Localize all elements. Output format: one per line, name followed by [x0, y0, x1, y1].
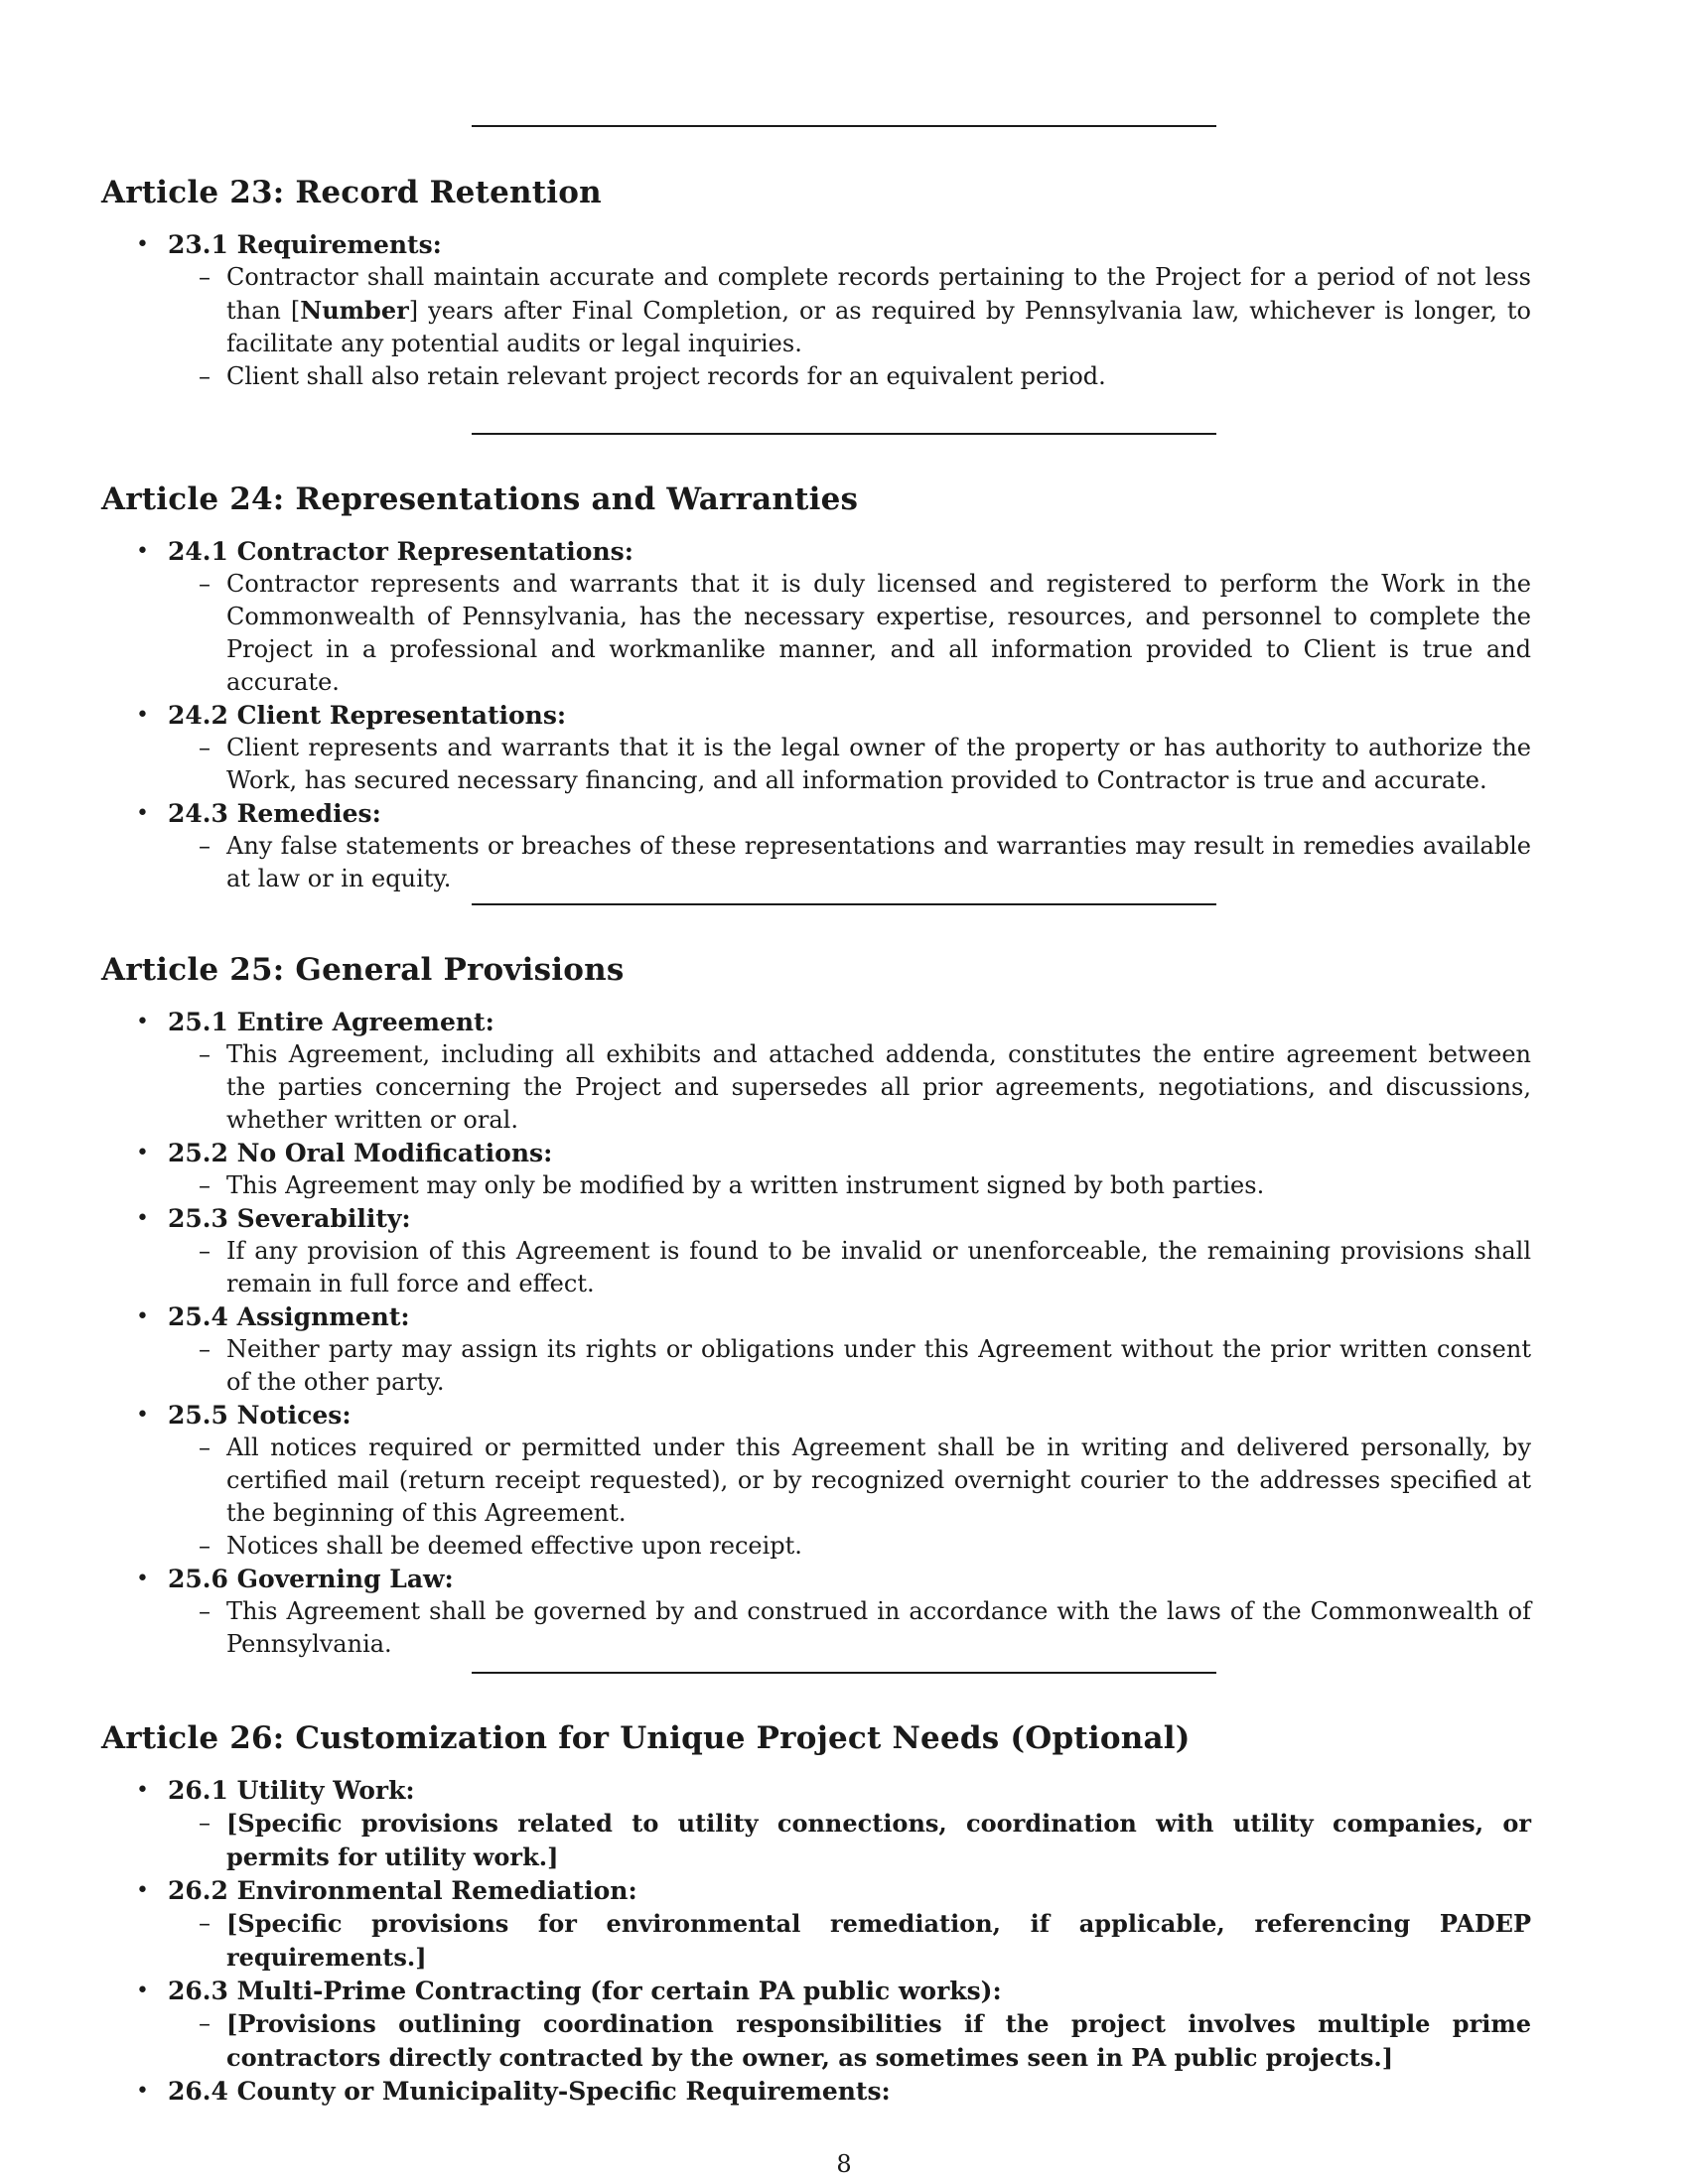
bullet-icon: • [136, 1010, 149, 1034]
clause-text: [Specific provisions for environmental remediation, if applicable, referencing PADEP requirements.] [226, 1909, 1531, 1972]
article-24 [101, 479, 1591, 895]
section-item [101, 1006, 1591, 1137]
clause-item [168, 261, 1531, 360]
dash-icon: – [199, 263, 211, 291]
clause-item [168, 830, 1531, 895]
bullet-icon: • [136, 1141, 149, 1165]
section-title: 25.4 Assignment: [168, 1302, 410, 1331]
article-26 [101, 1718, 1591, 2108]
article-heading: Article 25: General Provisions [101, 952, 625, 988]
clause-list [168, 732, 1591, 797]
dash-icon: – [199, 1809, 211, 1837]
clause-text: Client shall also retain relevant project records for an equivalent period. [226, 362, 1106, 390]
section-list [101, 228, 1591, 393]
clause-list [168, 1807, 1591, 1874]
bullet-icon: • [136, 1878, 149, 1903]
clause-text: Neither party may assign its rights or obligations under this Agreement without the prior written consent of the other party. [226, 1335, 1531, 1396]
dash-icon: – [199, 1171, 211, 1199]
clause-item [168, 1038, 1531, 1137]
clause-text: [Specific provisions related to utility connections, coordination with utility companies, or permits for utility work.] [226, 1809, 1531, 1871]
section-list [101, 1006, 1591, 1661]
clause-list [168, 1038, 1591, 1137]
bullet-icon: • [136, 703, 149, 728]
clause-item [168, 1595, 1531, 1661]
section-title: 24.1 Contractor Representations: [168, 537, 633, 566]
bullet-icon: • [136, 1979, 149, 2003]
dash-icon: – [199, 2009, 211, 2037]
bullet-icon: • [136, 1206, 149, 1231]
section-list [101, 1774, 1591, 2108]
section-title: 25.3 Severability: [168, 1204, 411, 1233]
section-title: 24.3 Remedies: [168, 799, 381, 828]
divider-line [472, 1672, 1216, 1674]
section-title: 25.6 Governing Law: [168, 1565, 454, 1593]
article-heading: Article 26: Customization for Unique Project Needs (Optional) [101, 1720, 1191, 1756]
section-list [101, 535, 1591, 895]
clause-item [168, 568, 1531, 699]
dash-icon: – [199, 1597, 211, 1625]
clause-text: ] years after Final Completion, or as required by Pennsylvania law, whichever is longer, to facilitate any potential audits or legal inquiries. [226, 297, 1531, 357]
clause-text: All notices required or permitted under this Agreement shall be in writing and delivered personally, by certified mail (return receipt requested), or by recognized overnight courier to the addresses specified at the beginning of this Agreement. [226, 1433, 1531, 1527]
section-title: 23.1 Requirements: [168, 230, 442, 259]
clause-list [168, 1432, 1591, 1563]
section-title: 24.2 Client Representations: [168, 701, 567, 730]
section-item [101, 1300, 1591, 1399]
dash-icon: – [199, 1335, 211, 1363]
clause-text: If any provision of this Agreement is found to be invalid or unenforceable, the remaining provisions shall remain in full force and effect. [226, 1237, 1531, 1297]
section-item [101, 699, 1591, 797]
article-heading: Article 23: Record Retention [101, 175, 602, 210]
dash-icon: – [199, 1532, 211, 1560]
clause-text: This Agreement, including all exhibits and attached addenda, constitutes the entire agreement between the parties concerning the Project and supersedes all prior agreements, negotiations, and discussions, whether written or oral. [226, 1040, 1531, 1134]
section-item [101, 228, 1591, 393]
clause-item [168, 1907, 1531, 1975]
section-item [101, 1399, 1591, 1563]
section-item [101, 1874, 1591, 1975]
clause-list [168, 2007, 1591, 2075]
divider-line [472, 433, 1216, 435]
section-item [101, 797, 1591, 895]
page-number: 8 [836, 2150, 852, 2178]
bullet-icon: • [136, 1567, 149, 1591]
dash-icon: – [199, 832, 211, 860]
dash-icon: – [199, 362, 211, 390]
clause-item [168, 360, 1531, 393]
bullet-icon: • [136, 2079, 149, 2104]
section-item [101, 1563, 1591, 1661]
clause-item [168, 1169, 1531, 1202]
clause-text: This Agreement shall be governed by and construed in accordance with the laws of the Commonwealth of Pennsylvania. [226, 1597, 1531, 1658]
section-title: 26.2 Environmental Remediation: [168, 1876, 637, 1905]
dash-icon: – [199, 1040, 211, 1068]
dash-icon: – [199, 734, 211, 761]
placeholder-number: Number [300, 296, 409, 325]
clause-list [168, 1907, 1591, 1975]
section-title: 25.2 No Oral Modifications: [168, 1139, 553, 1167]
clause-item [168, 732, 1531, 797]
divider-line [472, 903, 1216, 905]
clause-item [168, 2007, 1531, 2075]
section-title: 25.5 Notices: [168, 1401, 352, 1430]
bullet-icon: • [136, 801, 149, 826]
clause-text: [Provisions outlining coordination responsibilities if the project involves multiple prime contractors directly contracted by the owner, as sometimes seen in PA public projects.] [226, 2009, 1531, 2072]
bullet-icon: • [136, 1778, 149, 1803]
bullet-icon: • [136, 539, 149, 564]
section-item [101, 1774, 1591, 1874]
section-title: 26.4 County or Municipality-Specific Requirements: [168, 2077, 891, 2106]
section-item [101, 1137, 1591, 1202]
clause-list [168, 1333, 1591, 1399]
clause-text: Contractor represents and warrants that it is duly licensed and registered to perform the Work in the Commonwealth of Pennsylvania, has the necessary expertise, resources, and personnel to complete the Project in a professional and workmanlike manner, and all information provided to Client is true and accurate. [226, 570, 1531, 696]
dash-icon: – [199, 1433, 211, 1461]
section-item [101, 535, 1591, 699]
clause-text: Any false statements or breaches of these representations and warranties may result in remedies available at law or in equity. [226, 832, 1531, 892]
clause-list [168, 261, 1591, 393]
bullet-icon: • [136, 1304, 149, 1329]
dash-icon: – [199, 570, 211, 598]
dash-icon: – [199, 1237, 211, 1265]
divider-line [472, 125, 1216, 127]
section-title: 26.3 Multi-Prime Contracting (for certain PA public works): [168, 1977, 1002, 2005]
article-heading: Article 24: Representations and Warranties [101, 481, 859, 517]
bullet-icon: • [136, 1403, 149, 1428]
clause-list [168, 568, 1591, 699]
section-title: 26.1 Utility Work: [168, 1776, 415, 1805]
bullet-icon: • [136, 232, 149, 257]
clause-text: This Agreement may only be modified by a written instrument signed by both parties. [226, 1171, 1265, 1199]
clause-item [168, 1432, 1531, 1530]
clause-text: Contractor shall maintain accurate and complete records pertaining to the Project for a period of not less than [ [226, 263, 1531, 325]
clause-item [168, 1235, 1531, 1300]
clause-list [168, 1169, 1591, 1202]
clause-text: Notices shall be deemed effective upon receipt. [226, 1532, 802, 1560]
clause-list [168, 830, 1591, 895]
section-item [101, 1975, 1591, 2075]
article-25 [101, 950, 1591, 1661]
clause-item [168, 1530, 1531, 1563]
clause-list [168, 1235, 1591, 1300]
dash-icon: – [199, 1909, 211, 1937]
section-item [101, 2075, 1591, 2108]
clause-text: Client represents and warrants that it is the legal owner of the property or has authority to authorize the Work, has secured necessary financing, and all information provided to Contractor is true and accurate. [226, 734, 1531, 794]
clause-item [168, 1333, 1531, 1399]
article-23 [101, 173, 1591, 393]
clause-item [168, 1807, 1531, 1874]
section-title: 25.1 Entire Agreement: [168, 1008, 494, 1036]
clause-list [168, 1595, 1591, 1661]
section-item [101, 1202, 1591, 1300]
